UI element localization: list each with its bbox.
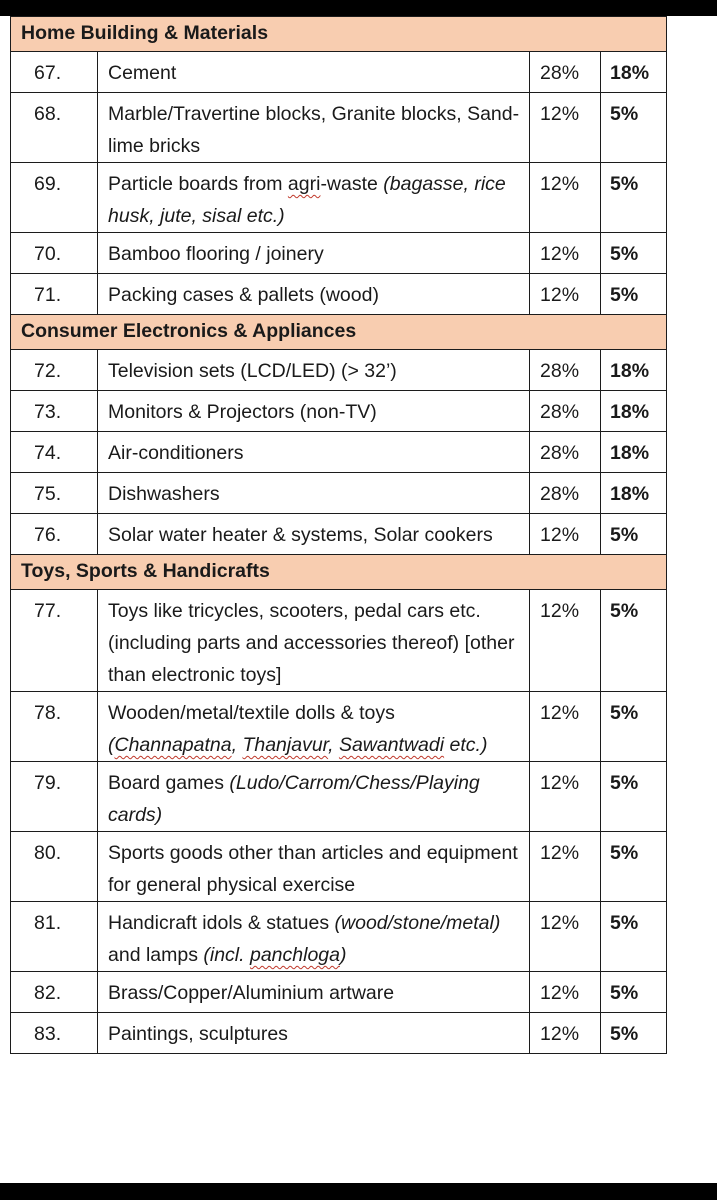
- serial-number: 71.: [11, 274, 98, 315]
- description-segment: Handicraft idols & statues: [108, 912, 335, 934]
- old-rate: 28%: [530, 391, 601, 432]
- new-rate: 18%: [601, 350, 667, 391]
- serial-number: 68.: [11, 93, 98, 163]
- item-description: [98, 93, 530, 163]
- item-description: [98, 692, 530, 762]
- new-rate: 5%: [601, 590, 667, 692]
- serial-number: 82.: [11, 972, 98, 1013]
- description-segment: (incl.: [203, 944, 250, 966]
- item-description: [98, 432, 530, 473]
- item-description: [98, 590, 530, 692]
- item-description: [98, 762, 530, 832]
- old-rate: 12%: [530, 233, 601, 274]
- description-segment: Cement: [108, 62, 177, 84]
- item-description: [98, 274, 530, 315]
- table-row: [11, 902, 667, 972]
- table-row: [11, 350, 667, 391]
- description-segment: Air-conditioners: [108, 442, 244, 464]
- top-black-bar: [0, 0, 717, 16]
- description-segment: ): [339, 944, 347, 966]
- new-rate: 18%: [601, 52, 667, 93]
- table-row: [11, 93, 667, 163]
- serial-number: 70.: [11, 233, 98, 274]
- old-rate: 12%: [530, 902, 601, 972]
- serial-number: 69.: [11, 163, 98, 233]
- new-rate: 5%: [601, 832, 667, 902]
- description-segment: Sports goods other than articles and equipment for general physical exercise: [108, 842, 518, 896]
- item-description: [98, 832, 530, 902]
- old-rate: 28%: [530, 473, 601, 514]
- description-segment: Board games: [108, 772, 230, 794]
- old-rate: 12%: [530, 590, 601, 692]
- serial-number: 75.: [11, 473, 98, 514]
- old-rate: 12%: [530, 692, 601, 762]
- old-rate: 12%: [530, 274, 601, 315]
- item-description: [98, 1013, 530, 1054]
- table-row: [11, 832, 667, 902]
- category-title: Home Building & Materials: [11, 17, 667, 52]
- table-row: [11, 972, 667, 1013]
- table-row: [11, 473, 667, 514]
- new-rate: 5%: [601, 762, 667, 832]
- table-row: [11, 590, 667, 692]
- description-segment: Solar water heater & systems, Solar cookers: [108, 524, 493, 546]
- category-header-row: [11, 17, 667, 52]
- new-rate: 18%: [601, 391, 667, 432]
- new-rate: 18%: [601, 432, 667, 473]
- description-segment: Wooden/metal/textile dolls & toys: [108, 702, 395, 724]
- new-rate: 18%: [601, 473, 667, 514]
- description-segment: Toys like tricycles, scooters, pedal cars etc. (including parts and accessories thereof) [other than electronic toys]: [108, 600, 515, 686]
- table-row: [11, 233, 667, 274]
- table-row: [11, 432, 667, 473]
- new-rate: 5%: [601, 692, 667, 762]
- new-rate: 5%: [601, 514, 667, 555]
- new-rate: 5%: [601, 902, 667, 972]
- bottom-black-bar: [0, 1183, 717, 1200]
- table-row: [11, 163, 667, 233]
- table-row: [11, 1013, 667, 1054]
- table-row: [11, 391, 667, 432]
- item-description: [98, 902, 530, 972]
- item-description: [98, 52, 530, 93]
- old-rate: 12%: [530, 514, 601, 555]
- description-segment: ,: [231, 734, 243, 756]
- table-row: [11, 762, 667, 832]
- serial-number: 72.: [11, 350, 98, 391]
- table-row: [11, 52, 667, 93]
- category-title: Toys, Sports & Handicrafts: [11, 555, 667, 590]
- serial-number: 80.: [11, 832, 98, 902]
- new-rate: 5%: [601, 274, 667, 315]
- serial-number: 73.: [11, 391, 98, 432]
- description-segment: (bagasse, rice husk, jute, sisal etc.): [108, 173, 506, 227]
- serial-number: 77.: [11, 590, 98, 692]
- description-segment: Particle boards from: [108, 173, 288, 195]
- old-rate: 28%: [530, 350, 601, 391]
- description-segment: panchloga: [249, 944, 340, 966]
- item-description: [98, 972, 530, 1013]
- serial-number: 83.: [11, 1013, 98, 1054]
- serial-number: 76.: [11, 514, 98, 555]
- description-segment: Brass/Copper/Aluminium artware: [108, 982, 395, 1004]
- new-rate: 5%: [601, 93, 667, 163]
- description-segment: Dishwashers: [108, 483, 220, 505]
- description-segment: Thanjavur: [242, 734, 329, 756]
- description-segment: -waste: [320, 173, 384, 195]
- old-rate: 12%: [530, 762, 601, 832]
- category-title: Consumer Electronics & Appliances: [11, 315, 667, 350]
- table-row: [11, 514, 667, 555]
- description-segment: (wood/stone/metal): [334, 912, 501, 934]
- item-description: [98, 391, 530, 432]
- new-rate: 5%: [601, 233, 667, 274]
- document-page: [0, 16, 717, 1183]
- new-rate: 5%: [601, 1013, 667, 1054]
- description-segment: Sawantwadi: [338, 734, 445, 756]
- item-description: [98, 233, 530, 274]
- item-description: [98, 163, 530, 233]
- description-segment: ,: [328, 734, 339, 756]
- description-segment: and lamps: [108, 944, 204, 966]
- serial-number: 74.: [11, 432, 98, 473]
- category-header-row: [11, 555, 667, 590]
- description-segment: Television sets (LCD/LED) (> 32’): [108, 360, 397, 382]
- serial-number: 78.: [11, 692, 98, 762]
- description-segment: Monitors & Projectors (non-TV): [108, 401, 377, 423]
- serial-number: 81.: [11, 902, 98, 972]
- old-rate: 12%: [530, 1013, 601, 1054]
- item-description: [98, 514, 530, 555]
- description-segment: (: [108, 734, 115, 756]
- old-rate: 12%: [530, 93, 601, 163]
- description-segment: etc.): [444, 734, 488, 756]
- description-segment: Marble/Travertine blocks, Granite blocks, Sand-lime bricks: [108, 103, 520, 157]
- old-rate: 28%: [530, 52, 601, 93]
- table-body: [11, 17, 667, 1054]
- description-segment: Bamboo flooring / joinery: [108, 243, 324, 265]
- old-rate: 12%: [530, 832, 601, 902]
- old-rate: 12%: [530, 163, 601, 233]
- new-rate: 5%: [601, 163, 667, 233]
- table-row: [11, 692, 667, 762]
- serial-number: 79.: [11, 762, 98, 832]
- old-rate: 28%: [530, 432, 601, 473]
- description-segment: agri: [287, 173, 321, 195]
- old-rate: 12%: [530, 972, 601, 1013]
- item-description: [98, 350, 530, 391]
- serial-number: 67.: [11, 52, 98, 93]
- description-segment: Paintings, sculptures: [108, 1023, 288, 1045]
- description-segment: Channapatna: [114, 734, 232, 756]
- new-rate: 5%: [601, 972, 667, 1013]
- table-row: [11, 274, 667, 315]
- gst-rate-table: [10, 16, 667, 1054]
- item-description: [98, 473, 530, 514]
- description-segment: Packing cases & pallets (wood): [108, 284, 379, 306]
- category-header-row: [11, 315, 667, 350]
- description-segment: (Ludo/Carrom/Chess/Playing cards): [108, 772, 480, 826]
